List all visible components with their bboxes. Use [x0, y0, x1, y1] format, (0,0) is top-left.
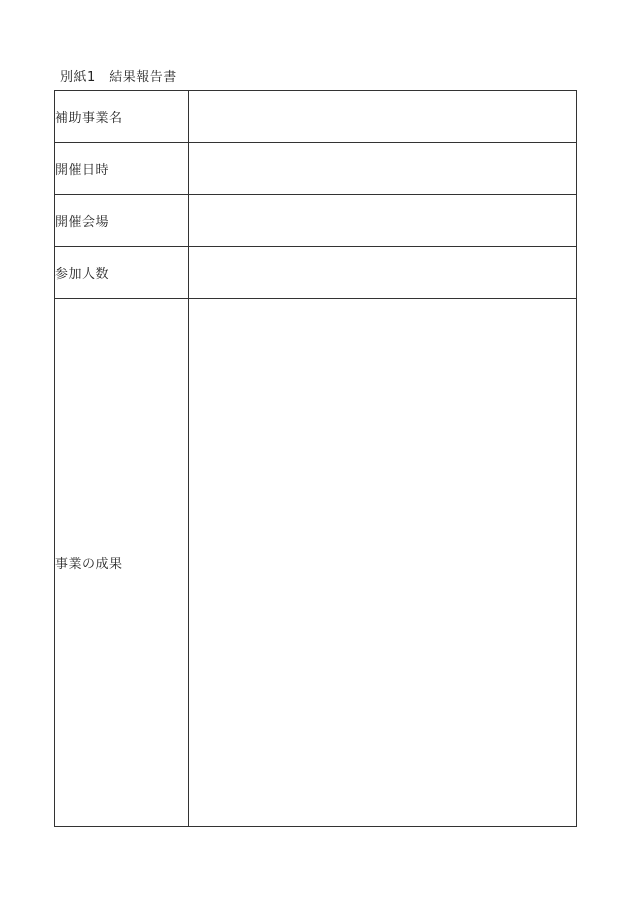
label-venue: 開催会場	[55, 195, 189, 247]
table-row	[55, 91, 577, 143]
label-project-name: 補助事業名	[55, 91, 189, 143]
field-project-name[interactable]	[189, 91, 577, 143]
table-row	[55, 143, 577, 195]
field-venue[interactable]	[189, 195, 577, 247]
table-row	[55, 247, 577, 299]
report-form-table	[54, 90, 577, 827]
document-heading: 別紙1 結果報告書	[60, 70, 177, 85]
field-participants[interactable]	[189, 247, 577, 299]
field-date-time[interactable]	[189, 143, 577, 195]
label-results: 事業の成果	[55, 299, 189, 827]
table-row	[55, 299, 577, 827]
label-date-time: 開催日時	[55, 143, 189, 195]
field-results[interactable]	[189, 299, 577, 827]
table-row	[55, 195, 577, 247]
label-participants: 参加人数	[55, 247, 189, 299]
